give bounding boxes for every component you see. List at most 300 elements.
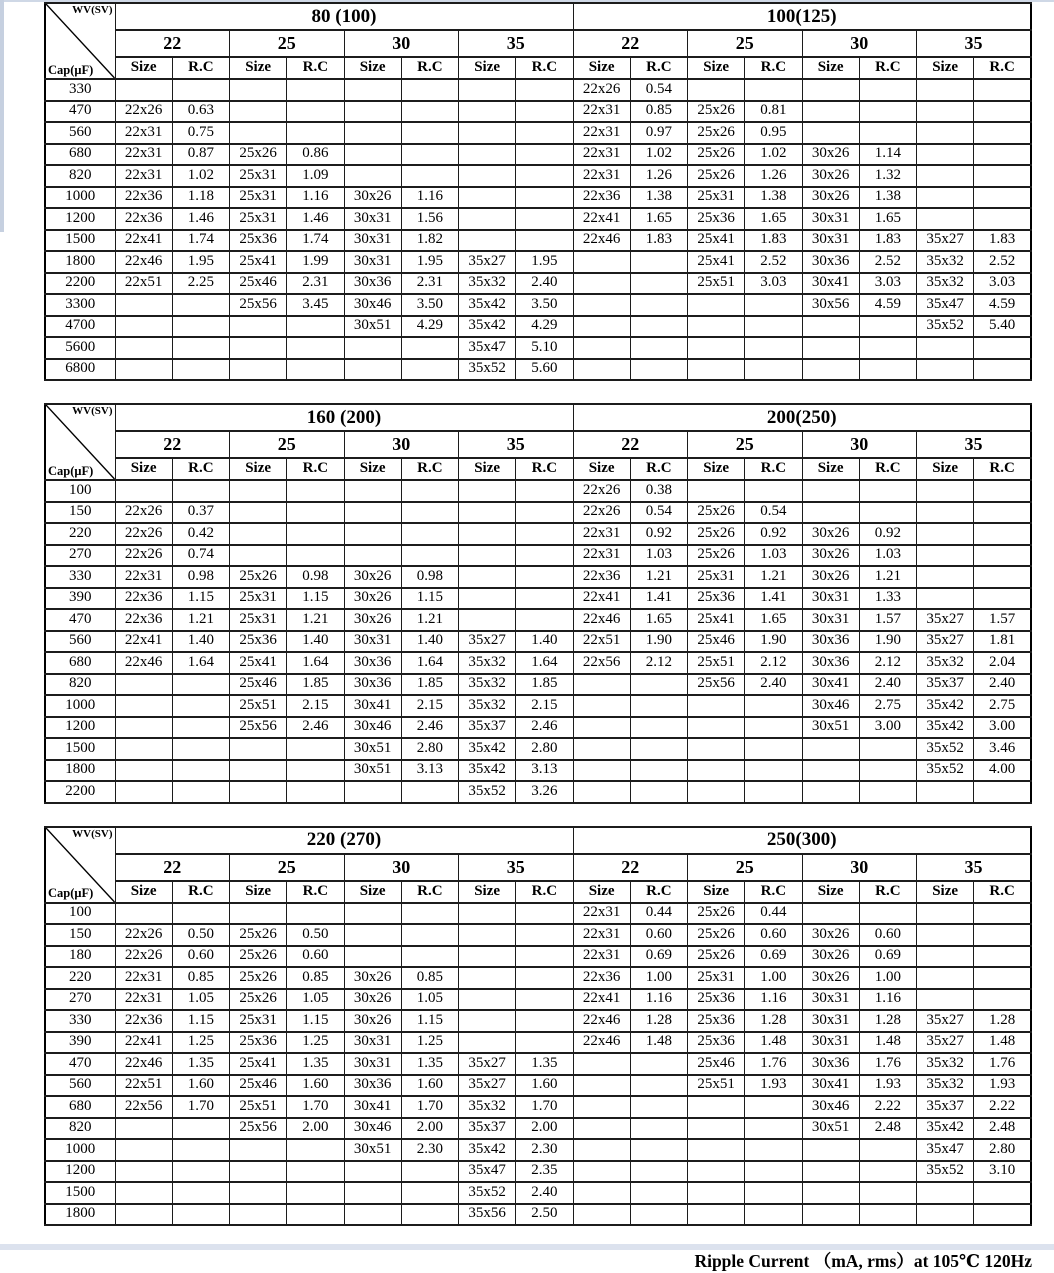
size-cell: 25x31 [230, 187, 287, 209]
rc-cell [630, 674, 687, 696]
rc-cell: 2.52 [974, 251, 1031, 273]
diameter-header: 35 [917, 854, 1032, 881]
size-header: Size [230, 458, 287, 480]
size-cell: 22x46 [573, 1032, 630, 1054]
size-cell [802, 1161, 859, 1183]
rc-cell [974, 502, 1031, 524]
rc-cell: 1.15 [401, 588, 458, 610]
size-cell [459, 588, 516, 610]
size-cell [115, 316, 172, 338]
size-cell [917, 989, 974, 1011]
rc-cell: 1.95 [516, 251, 573, 273]
size-cell [917, 337, 974, 359]
size-cell [802, 781, 859, 803]
size-cell [115, 760, 172, 782]
rc-cell [172, 316, 229, 338]
rc-cell: 0.44 [630, 903, 687, 925]
ripple-current-table-220v-250v [44, 826, 1032, 1227]
size-cell: 30x36 [344, 273, 401, 295]
rc-cell: 0.69 [630, 946, 687, 968]
cap-value: 330 [45, 566, 115, 588]
size-cell: 30x46 [802, 1096, 859, 1118]
rc-cell [401, 781, 458, 803]
rc-cell: 5.40 [974, 316, 1031, 338]
size-cell [230, 502, 287, 524]
rc-cell [630, 251, 687, 273]
size-cell: 25x41 [688, 251, 745, 273]
size-cell: 30x26 [802, 187, 859, 209]
header-row-diameter [45, 431, 1031, 458]
size-cell: 22x26 [573, 480, 630, 502]
header-row-diameter [45, 854, 1031, 881]
table-row [45, 903, 1031, 925]
size-cell [459, 924, 516, 946]
size-cell [459, 609, 516, 631]
cap-value: 100 [45, 903, 115, 925]
rc-cell: 1.74 [172, 230, 229, 252]
rc-cell [172, 1139, 229, 1161]
rc-header: R.C [516, 57, 573, 79]
cap-value: 820 [45, 674, 115, 696]
rc-cell: 1.00 [859, 967, 916, 989]
rc-cell [516, 187, 573, 209]
size-cell [344, 903, 401, 925]
rc-cell: 1.15 [172, 588, 229, 610]
table-row [45, 337, 1031, 359]
rc-cell [516, 523, 573, 545]
size-cell [688, 316, 745, 338]
rc-cell: 0.85 [630, 101, 687, 123]
rc-cell [516, 1032, 573, 1054]
diameter-header: 35 [917, 30, 1032, 57]
size-cell: 30x31 [802, 208, 859, 230]
rc-cell: 2.12 [859, 652, 916, 674]
rc-cell: 1.28 [745, 1010, 802, 1032]
size-cell: 25x46 [688, 1053, 745, 1075]
rc-cell [287, 502, 344, 524]
rc-cell [630, 1161, 687, 1183]
rc-cell: 1.85 [401, 674, 458, 696]
table-row [45, 717, 1031, 739]
rc-cell: 0.86 [287, 144, 344, 166]
rc-cell [401, 523, 458, 545]
rc-cell [745, 480, 802, 502]
diameter-header: 35 [459, 431, 574, 458]
rc-cell [516, 946, 573, 968]
rc-cell [974, 79, 1031, 101]
size-cell [802, 1182, 859, 1204]
size-cell [459, 208, 516, 230]
rc-cell [516, 230, 573, 252]
table-row [45, 631, 1031, 653]
rc-cell: 0.69 [745, 946, 802, 968]
rc-cell [287, 545, 344, 567]
rc-cell: 0.98 [401, 566, 458, 588]
size-cell [688, 1096, 745, 1118]
size-cell: 30x26 [344, 566, 401, 588]
rc-cell [287, 760, 344, 782]
rc-cell [401, 165, 458, 187]
size-cell [917, 1204, 974, 1226]
size-cell: 35x37 [917, 1096, 974, 1118]
size-cell [802, 480, 859, 502]
rc-cell [401, 1182, 458, 1204]
rc-cell [630, 1053, 687, 1075]
rc-cell [745, 1096, 802, 1118]
cap-value: 1000 [45, 1139, 115, 1161]
rc-cell [287, 781, 344, 803]
rc-cell [516, 566, 573, 588]
wv-cap-corner-cell [45, 827, 115, 903]
table-row [45, 122, 1031, 144]
size-cell [459, 566, 516, 588]
rc-cell: 1.65 [745, 609, 802, 631]
rc-cell [401, 79, 458, 101]
voltage-group-header: 200(250) [573, 404, 1031, 431]
rc-cell [630, 738, 687, 760]
rc-cell: 0.38 [630, 480, 687, 502]
size-cell: 25x31 [688, 187, 745, 209]
rc-cell: 1.85 [516, 674, 573, 696]
size-cell [802, 1139, 859, 1161]
size-cell: 35x42 [917, 717, 974, 739]
size-cell: 35x52 [917, 1161, 974, 1183]
rc-header: R.C [401, 458, 458, 480]
diameter-header: 30 [802, 431, 917, 458]
size-cell: 30x36 [344, 652, 401, 674]
size-cell: 22x41 [573, 208, 630, 230]
rc-cell: 0.60 [630, 924, 687, 946]
size-cell: 35x42 [459, 1139, 516, 1161]
rc-cell: 0.69 [859, 946, 916, 968]
size-cell: 35x32 [459, 695, 516, 717]
size-cell: 22x31 [573, 144, 630, 166]
size-cell: 25x51 [230, 1096, 287, 1118]
size-cell [230, 316, 287, 338]
rc-cell [401, 924, 458, 946]
table-row [45, 294, 1031, 316]
rc-cell [745, 760, 802, 782]
size-cell: 35x52 [459, 1182, 516, 1204]
size-header: Size [459, 881, 516, 903]
rc-cell: 2.46 [516, 717, 573, 739]
rc-cell: 1.03 [745, 545, 802, 567]
rc-cell [172, 738, 229, 760]
cap-value: 1500 [45, 738, 115, 760]
rc-cell: 1.46 [287, 208, 344, 230]
rc-header: R.C [745, 458, 802, 480]
size-cell: 25x31 [688, 566, 745, 588]
size-cell: 30x26 [802, 967, 859, 989]
size-cell [573, 1139, 630, 1161]
rc-cell [172, 781, 229, 803]
rc-cell: 1.16 [401, 187, 458, 209]
diameter-header: 25 [688, 30, 803, 57]
rc-cell [630, 695, 687, 717]
rc-cell [630, 1204, 687, 1226]
rc-cell: 3.13 [516, 760, 573, 782]
size-cell [344, 144, 401, 166]
rc-cell [401, 502, 458, 524]
rc-cell: 1.05 [287, 989, 344, 1011]
rc-cell [287, 359, 344, 381]
cap-value: 330 [45, 79, 115, 101]
rc-cell [859, 1182, 916, 1204]
size-header: Size [802, 57, 859, 79]
table-row [45, 1139, 1031, 1161]
rc-cell: 3.03 [859, 273, 916, 295]
rc-cell: 1.90 [859, 631, 916, 653]
size-cell: 25x56 [230, 717, 287, 739]
header-row-size-rc [45, 458, 1031, 480]
rc-cell: 1.56 [401, 208, 458, 230]
rc-cell: 2.40 [516, 273, 573, 295]
size-cell [230, 337, 287, 359]
size-cell: 25x36 [688, 208, 745, 230]
rc-cell: 1.35 [172, 1053, 229, 1075]
rc-cell: 2.52 [859, 251, 916, 273]
size-cell: 30x41 [802, 674, 859, 696]
size-cell [344, 101, 401, 123]
rc-cell [974, 122, 1031, 144]
size-header: Size [917, 881, 974, 903]
rc-cell: 1.03 [630, 545, 687, 567]
size-cell [573, 695, 630, 717]
size-cell [917, 545, 974, 567]
size-cell [230, 1204, 287, 1226]
size-cell: 22x31 [115, 165, 172, 187]
rc-cell: 3.26 [516, 781, 573, 803]
rc-cell: 2.15 [287, 695, 344, 717]
size-cell: 25x56 [688, 674, 745, 696]
size-cell: 22x31 [573, 523, 630, 545]
rc-cell [287, 480, 344, 502]
cap-value: 100 [45, 480, 115, 502]
rc-cell: 1.64 [287, 652, 344, 674]
rc-cell [630, 294, 687, 316]
cap-value: 680 [45, 144, 115, 166]
rc-cell: 1.81 [974, 631, 1031, 653]
cap-value: 820 [45, 165, 115, 187]
size-cell [344, 1161, 401, 1183]
rc-cell [172, 480, 229, 502]
rc-cell [974, 337, 1031, 359]
voltage-group-header: 160 (200) [115, 404, 573, 431]
table-row [45, 946, 1031, 968]
size-cell [459, 480, 516, 502]
rc-cell: 1.28 [859, 1010, 916, 1032]
rc-cell [974, 1204, 1031, 1226]
table-row [45, 695, 1031, 717]
rc-cell: 1.28 [630, 1010, 687, 1032]
size-cell: 30x31 [344, 208, 401, 230]
size-cell [802, 79, 859, 101]
table-row [45, 187, 1031, 209]
rc-cell: 1.25 [287, 1032, 344, 1054]
rc-cell: 1.99 [287, 251, 344, 273]
rc-header: R.C [630, 881, 687, 903]
rc-cell [745, 781, 802, 803]
rc-cell [630, 316, 687, 338]
size-cell [344, 337, 401, 359]
rc-cell: 1.60 [516, 1075, 573, 1097]
rc-cell: 1.48 [630, 1032, 687, 1054]
size-cell: 25x36 [688, 989, 745, 1011]
size-cell: 25x26 [688, 165, 745, 187]
rc-cell [974, 781, 1031, 803]
size-cell [573, 1182, 630, 1204]
size-cell: 35x47 [917, 1139, 974, 1161]
rc-cell: 5.10 [516, 337, 573, 359]
rc-cell [172, 359, 229, 381]
rc-cell: 1.32 [859, 165, 916, 187]
cap-value: 390 [45, 1032, 115, 1054]
diameter-header: 30 [344, 431, 459, 458]
diameter-header: 25 [230, 854, 345, 881]
rc-cell: 1.40 [516, 631, 573, 653]
rc-cell: 1.18 [172, 187, 229, 209]
size-header: Size [917, 458, 974, 480]
size-cell: 22x31 [573, 122, 630, 144]
size-cell: 35x27 [459, 631, 516, 653]
size-cell: 30x46 [344, 1118, 401, 1140]
rc-cell [745, 294, 802, 316]
size-cell [917, 187, 974, 209]
size-cell [230, 122, 287, 144]
cap-value: 330 [45, 1010, 115, 1032]
cap-value: 1800 [45, 760, 115, 782]
voltage-group-header: 250(300) [573, 827, 1031, 854]
rc-cell: 0.74 [172, 545, 229, 567]
size-cell: 25x26 [688, 523, 745, 545]
size-cell: 35x56 [459, 1204, 516, 1226]
rc-cell [516, 903, 573, 925]
size-cell: 22x36 [115, 187, 172, 209]
size-cell [573, 1053, 630, 1075]
rc-cell: 0.97 [630, 122, 687, 144]
size-cell: 35x27 [917, 631, 974, 653]
size-cell [688, 1182, 745, 1204]
rc-cell: 3.03 [745, 273, 802, 295]
size-cell: 30x36 [344, 674, 401, 696]
rc-cell [859, 760, 916, 782]
rc-header: R.C [745, 881, 802, 903]
rc-cell: 1.82 [401, 230, 458, 252]
rc-cell [745, 1139, 802, 1161]
size-cell [115, 738, 172, 760]
table-row [45, 359, 1031, 381]
rc-cell [172, 1182, 229, 1204]
diameter-header: 22 [573, 854, 688, 881]
size-cell [459, 79, 516, 101]
cap-value: 560 [45, 631, 115, 653]
size-cell: 30x56 [802, 294, 859, 316]
rc-cell: 1.05 [401, 989, 458, 1011]
rc-cell: 1.70 [172, 1096, 229, 1118]
size-cell: 30x26 [344, 187, 401, 209]
rc-cell [287, 337, 344, 359]
cap-value: 1200 [45, 1161, 115, 1183]
size-cell [459, 946, 516, 968]
rc-cell: 2.30 [401, 1139, 458, 1161]
size-cell: 22x46 [115, 251, 172, 273]
size-cell: 25x26 [688, 946, 745, 968]
size-cell: 25x36 [688, 1010, 745, 1032]
size-cell: 30x26 [802, 566, 859, 588]
size-header: Size [115, 881, 172, 903]
rc-cell: 1.15 [287, 588, 344, 610]
size-cell [802, 760, 859, 782]
rc-cell [630, 273, 687, 295]
rc-header: R.C [974, 458, 1031, 480]
size-cell [230, 760, 287, 782]
rc-cell: 2.80 [974, 1139, 1031, 1161]
rc-cell: 1.76 [745, 1053, 802, 1075]
rc-cell [630, 1139, 687, 1161]
header-row-voltage [45, 404, 1031, 431]
cap-value: 150 [45, 502, 115, 524]
rc-cell [859, 122, 916, 144]
rc-cell: 1.48 [974, 1032, 1031, 1054]
size-cell: 30x26 [802, 523, 859, 545]
rc-cell [287, 1204, 344, 1226]
diameter-header: 25 [688, 854, 803, 881]
rc-cell [859, 480, 916, 502]
size-cell [230, 523, 287, 545]
size-cell [115, 1118, 172, 1140]
rc-cell [401, 144, 458, 166]
corner-wv-label: WV(SV) [72, 827, 113, 840]
size-cell [459, 967, 516, 989]
rc-cell: 2.12 [630, 652, 687, 674]
size-cell [573, 760, 630, 782]
rc-cell: 1.93 [745, 1075, 802, 1097]
size-header: Size [573, 881, 630, 903]
rc-header: R.C [401, 881, 458, 903]
size-cell [802, 101, 859, 123]
size-cell: 25x26 [230, 924, 287, 946]
rc-cell: 1.57 [974, 609, 1031, 631]
rc-cell: 2.30 [516, 1139, 573, 1161]
cap-value: 4700 [45, 316, 115, 338]
rc-cell: 2.52 [745, 251, 802, 273]
size-cell [115, 1139, 172, 1161]
rc-header: R.C [745, 57, 802, 79]
rc-cell: 2.80 [516, 738, 573, 760]
cap-value: 1800 [45, 1204, 115, 1226]
rc-cell: 2.00 [516, 1118, 573, 1140]
size-cell: 35x42 [459, 760, 516, 782]
size-cell: 35x52 [917, 316, 974, 338]
size-cell: 25x46 [230, 1075, 287, 1097]
cap-value: 680 [45, 1096, 115, 1118]
wv-cap-corner-cell [45, 404, 115, 480]
size-cell: 22x36 [573, 566, 630, 588]
rc-cell: 0.92 [630, 523, 687, 545]
rc-cell: 1.60 [172, 1075, 229, 1097]
rc-cell: 2.00 [401, 1118, 458, 1140]
size-cell [230, 1161, 287, 1183]
rc-cell: 2.75 [974, 695, 1031, 717]
rc-cell: 1.21 [745, 566, 802, 588]
size-cell: 30x36 [802, 631, 859, 653]
size-cell [115, 1204, 172, 1226]
rc-cell [859, 316, 916, 338]
size-cell: 30x26 [802, 924, 859, 946]
rc-cell [974, 946, 1031, 968]
size-cell: 35x37 [459, 717, 516, 739]
rc-cell [172, 294, 229, 316]
